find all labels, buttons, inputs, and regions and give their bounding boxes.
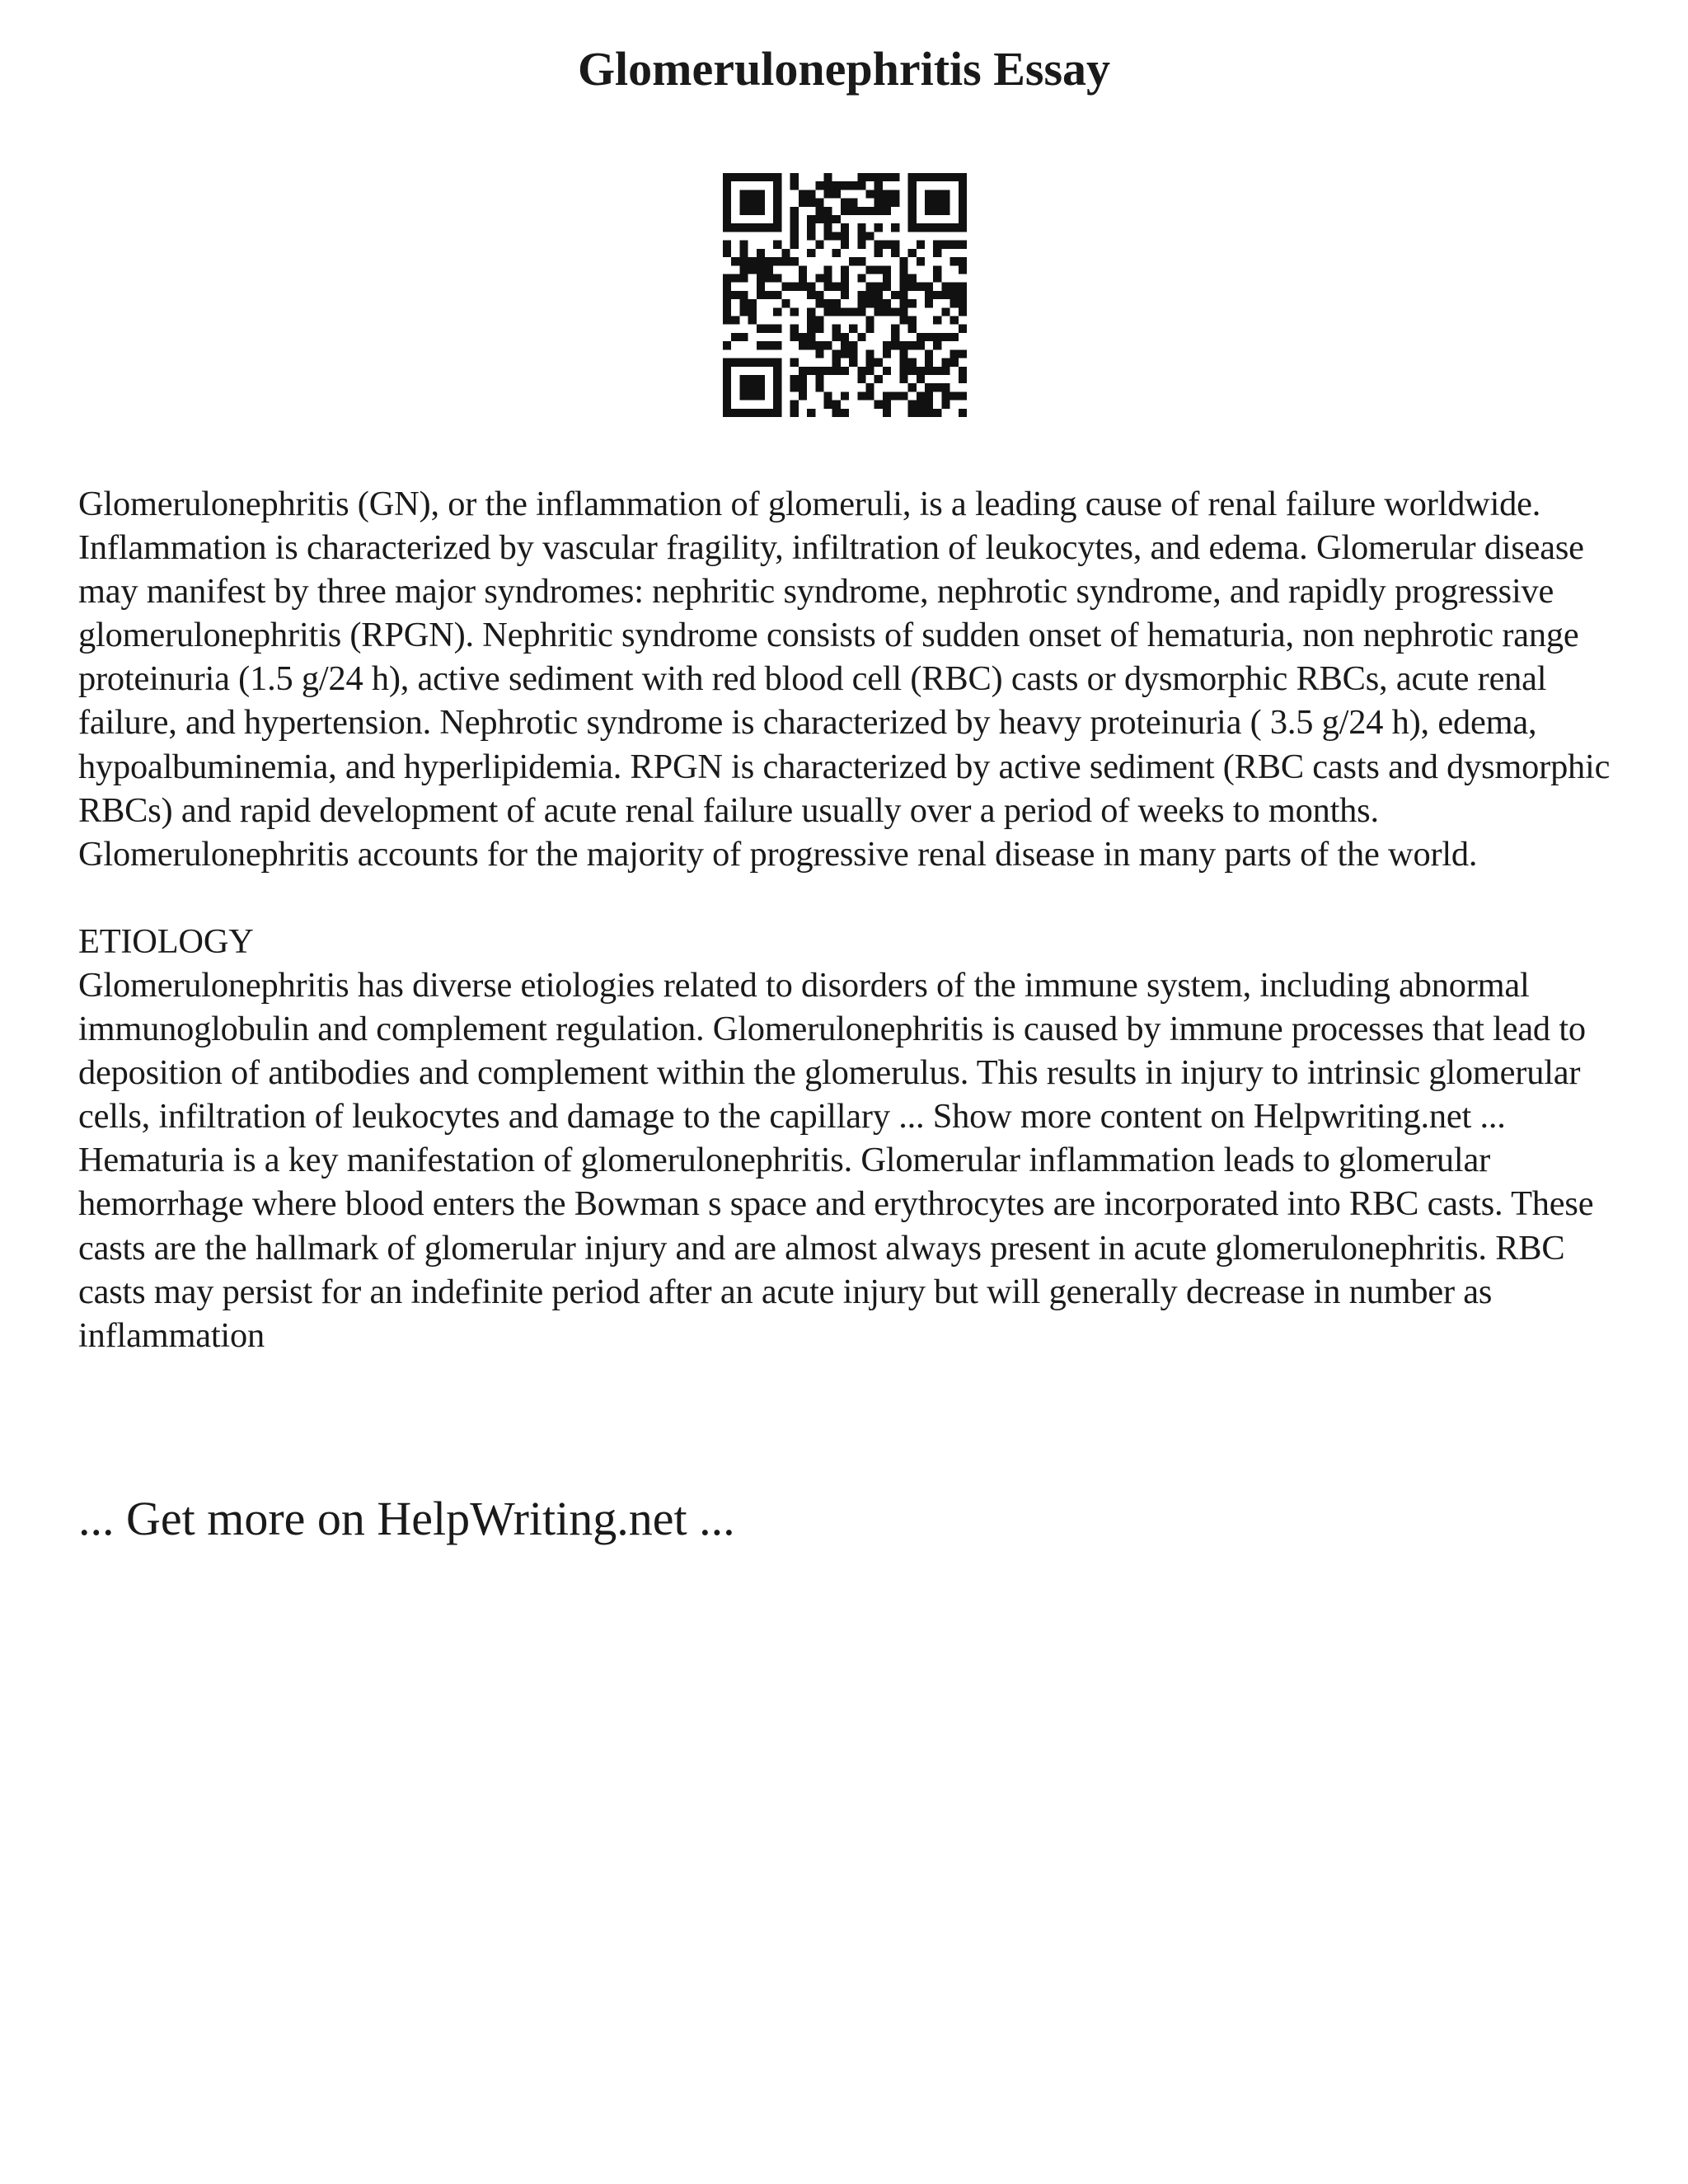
intro-paragraph: Glomerulonephritis (GN), or the inflammation of glomeruli, is a leading cause of renal failure worldwide. Inflammation is characterized by vascular fragility, infiltration of leukocytes, and edema. Glomerular disease may manifest by three major syndromes: nephritic syndrome, nephrotic syndrome, and rapidly progressive glomerulonephritis (RPGN). Nephritic syndrome consists of sudden onset of hematuria, non nephrotic range proteinuria (1.5 g/24 h), active sediment with red blood cell (RBC) casts or dysmorphic RBCs, acute renal failure, and hypertension. Nephrotic syndrome is characterized by heavy proteinuria ( 3.5 g/24 h), edema, hypoalbuminemia, and hyperlipidemia. RPGN is characterized by active sediment (RBC casts and dysmorphic RBCs) and rapid development of acute renal failure usually over a period of weeks to months. Glomerulonephritis accounts for the majority of progressive renal disease in many parts of the world.: [78, 485, 1611, 874]
qr-code-icon[interactable]: [723, 173, 967, 417]
page-title: Glomerulonephritis Essay: [577, 42, 1111, 96]
essay-body: [78, 482, 1628, 1357]
hematuria-paragraph: Hematuria is a key manifestation of glomerulonephritis. Glomerular inflammation leads to glomerular hemorrhage where blood enters the Bowman s space and erythrocytes are incorporated into RBC casts. These casts are the hallmark of glomerular injury and are almost always present in acute glomerulonephritis. RBC casts may persist for an indefinite period after an acute injury but will generally decrease in number as inflammation: [78, 1141, 1594, 1355]
etiology-paragraph: Glomerulonephritis has diverse etiologies related to disorders of the immune system, including abnormal immunoglobulin and complement regulation. Glomerulonephritis is caused by immune processes that lead to deposition of antibodies and complement within the glomerulus. This results in injury to intrinsic glomerular cells, infiltration of leukocytes and damage to the capillary ... Show more content on Helpwriting.net ...: [78, 965, 1586, 1137]
get-more-link[interactable]: ... Get more on HelpWriting.net ...: [78, 1492, 735, 1545]
section-heading-etiology: ETIOLOGY: [78, 921, 254, 961]
qr-code-graphic: [723, 173, 967, 417]
paragraph-spacer: [78, 876, 1628, 920]
